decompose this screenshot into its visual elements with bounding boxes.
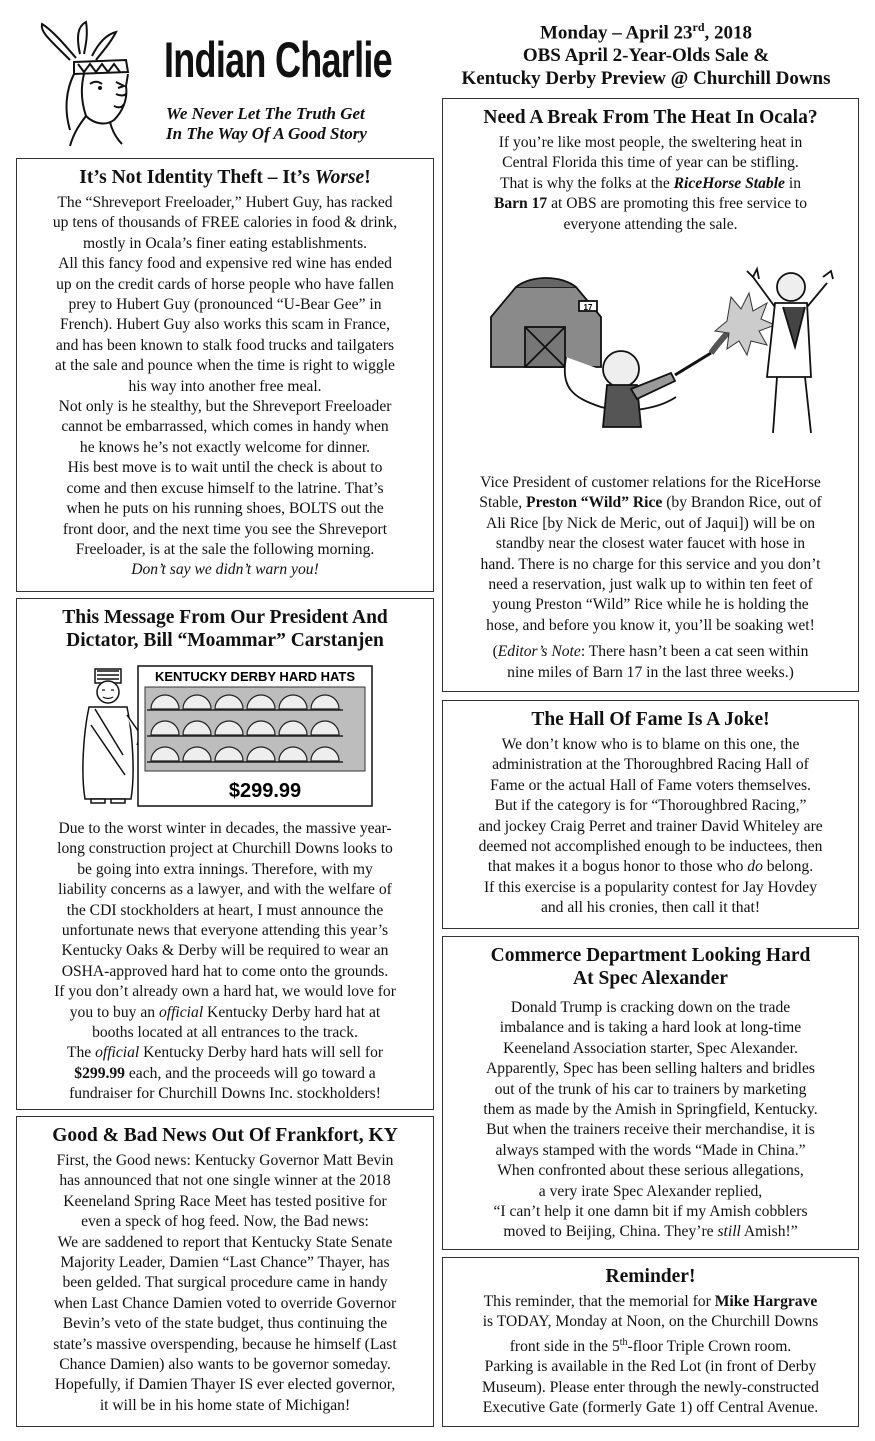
masthead-tagline bbox=[166, 104, 367, 144]
article-body: We don’t know who is to blame on this one, the administration at the Thoroughbred Racing Hall of Fame or the actual Hall of Fame voters themselves. But if the category is for “Thoroughbred Racing,” and jockey Craig Perret and trainer David Whiteley are deemed not accomplished enough to be inductees, then that makes it a bogus honor to those who do belong. If this exercise is a popularity contest for Jay Hovdey and all his cronies, then call it that! bbox=[478, 736, 823, 917]
dateline-line-2: OBS April 2-Year-Olds Sale & bbox=[522, 45, 770, 67]
editors-note: (Editor’s Note: There hasn’t been a cat seen within bbox=[492, 643, 809, 661]
article-body: This reminder, that the memorial for Mike Hargrave is TODAY, Monday at Noon, on the Churchill Downs front side in the 5th-floor Triple Crown room. Parking is available in the Red Lot (in front of Derby Museum). Please enter through the newly-constructed Executive Gate (formerly Gate 1) off Central Avenue. bbox=[482, 1293, 819, 1417]
article-commerce-department bbox=[442, 936, 859, 1250]
article-body: Donald Trump is cracking down on the trade imbalance and is taking a hard look at long-time Keeneland Association starter, Spec Alexander. Apparently, Spec has been selling halters and bridles out of the trunk of his car to trainers by marketing them as made by the Amish in Springfield, Kentucky. But when the trainers receive their merchandise, it is always stamped with the words “Made in China.” When confronted about these serious allegations, a very irate Spec Alexander replied, “I can’t help it one damn bit if my Amish cobblers moved to Beijing, China. They’re still Amish!” bbox=[483, 999, 818, 1241]
masthead bbox=[30, 20, 440, 150]
hose-cartoon-illustration bbox=[461, 257, 841, 437]
article-reminder bbox=[442, 1257, 859, 1427]
article-body: The “Shreveport Freeloader,” Hubert Guy, has racked up tens of thousands of FREE calories in food & drink, mostly in Ocala’s finer eating establishments. All this fancy food and expensive red wine has ended up on the credit cards of horse people who have fallen prey to Hubert Guy (pronounced “U-Bear Gee” in French). Hubert Guy also works this scam in France, and has been known to stalk food trucks and tailgaters at the sale and pounce when the time is right to wiggle his way into another free meal. Not only is he stealthy, but the Shreveport Freeloader cannot be embarrassed, which comes in handy when he knows he’s not exactly welcome for dinner. His best move is to wait until the check is about to come and then excuse himself to the latrine. That’s when he puts on his running shoes, BOLTS out the front door, and the next time you see the Shreveport Freeloader, is at the sale the following morning. Don’t say we didn’t warn you! bbox=[52, 194, 398, 579]
hard-hats-illustration bbox=[75, 665, 375, 809]
article-body: Due to the worst winter in decades, the massive year- long construction project at Churchill Downs looks to be going into extra innings. Therefore, with my liability concerns as a lawyer, and with the welfare of the CDI stockholders at heart, I must announce the unfortunate news that everyone attending this year’s Kentucky Oaks & Derby will be required to wear an OSHA-approved hard hat to come onto the grounds. If you don’t already own a hard hat, we would love for you to buy an official Kentucky Derby hard hat at booths located at all entrances to the track. The official Kentucky Derby hard hats will sell for $299.99 each, and the proceeds will go toward a fundraiser for Churchill Downs Inc. stockholders! bbox=[54, 820, 396, 1103]
dictator-figure bbox=[75, 665, 145, 805]
article-frankfort-news bbox=[16, 1116, 434, 1427]
article-body: Vice President of customer relations for the RiceHorse Stable, Preston “Wild” Rice (by Brandon Rice, out of Ali Rice [by Nick de Meric, out of Jaqui]) will be on standby near the closest water faucet with hose in hand. There is no charge for this service and you don’t need a reservation, just walk up to within ten feet of young Preston “Wild” Rice while he is holding the hose, and before you know it, you’ll be soaking wet! (Editor’s Note: There hasn’t been a cat seen within nine miles of Barn 17 in the last three weeks.) bbox=[449, 473, 852, 683]
article-closing: Don’t say we didn’t warn you! bbox=[131, 561, 319, 579]
sign-price: $299.99 bbox=[228, 780, 302, 802]
hard-hat-display-board bbox=[137, 665, 373, 807]
article-identity-theft bbox=[16, 158, 434, 592]
barn-sign: 17 bbox=[583, 303, 593, 312]
article-title: Need A Break From The Heat In Ocala? bbox=[483, 107, 818, 128]
dateline bbox=[440, 16, 852, 90]
masthead-title: Indian Charlie bbox=[164, 32, 392, 88]
article-ocala-heat bbox=[442, 98, 859, 692]
indian-chief-logo bbox=[30, 20, 140, 148]
article-president-message bbox=[16, 598, 434, 1110]
sign-title: KENTUCKY DERBY HARD HATS bbox=[154, 669, 356, 684]
tagline-line-1: We Never Let The Truth Get bbox=[166, 104, 365, 123]
article-title: Reminder! bbox=[605, 1266, 696, 1287]
article-title: It’s Not Identity Theft – It’s Worse! bbox=[79, 167, 371, 188]
article-title: The Hall Of Fame Is A Joke! bbox=[531, 709, 770, 730]
article-body: First, the Good news: Kentucky Governor Matt Bevin has announced that not one single winner at the 2018 Keeneland Spring Race Meet has tested positive for even a speck of hog feed. Now, the Bad news: We are saddened to report that Kentucky State Senate Majority Leader, Damien “Last Chance” Thayer, has been gelded. That surgical procedure came in handy when Last Chance Damien voted to override Governor Bevin’s veto of the state budget, thus continuing the state’s massive overspending, because he himself (Last Chance Damien) also wants to be governor someday. Hopefully, if Damien Thayer IS ever elected governor, it will be in his home state of Michigan! bbox=[53, 1152, 397, 1414]
article-title: This Message From Our President And Dictator, Bill “Moammar” Carstanjen bbox=[62, 607, 388, 651]
article-title: Good & Bad News Out Of Frankfort, KY bbox=[52, 1125, 398, 1146]
article-hall-of-fame bbox=[442, 700, 859, 929]
dateline-line-3: Kentucky Derby Preview @ Churchill Downs bbox=[461, 68, 831, 90]
tagline-line-2: In The Way Of A Good Story bbox=[166, 124, 367, 143]
article-title: Commerce Department Looking Hard At Spec Alexander bbox=[490, 945, 811, 989]
article-intro: If you’re like most people, the sweltering heat in Central Florida this time of year can be stifling. That is why the folks at the RiceHorse Stable in Barn 17 at OBS are promoting this free service to everyone attending the sale. bbox=[493, 134, 808, 233]
dateline-date: Monday – April 23rd, 2018 bbox=[539, 20, 753, 44]
